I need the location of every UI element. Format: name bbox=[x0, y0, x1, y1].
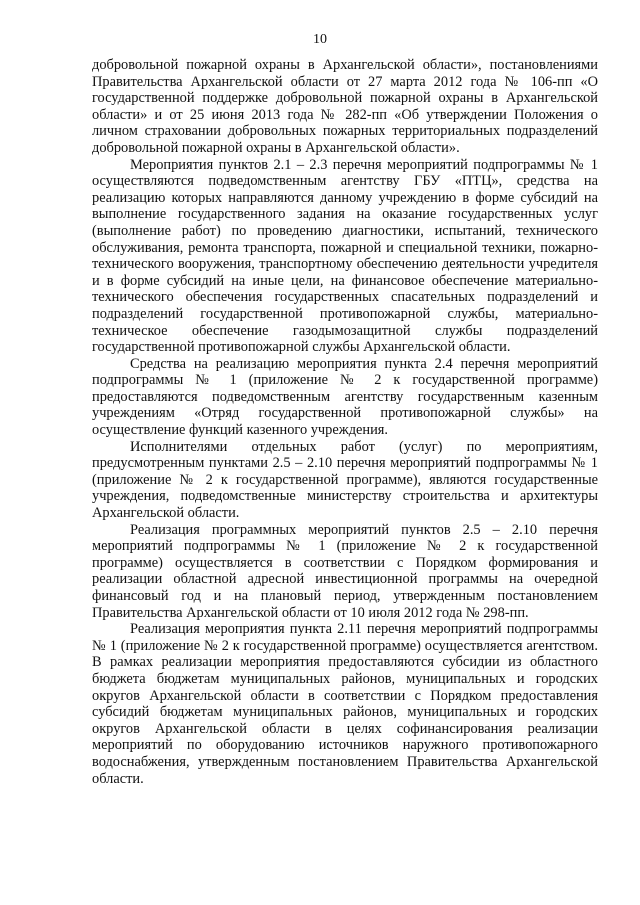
paragraph-measure-2-11: Реализация мероприятия пункта 2.11 перечня мероприятий подпрограммы № 1 (приложение № 2 к государственной программе) осуществляется агентством. В рамках реализации мероприятия предоставляются субсидии из областного бюджета бюджетам муниципальных районов, муниципальных и городских округов Архангельской области в соответствии с Порядком предоставления субсидий бюджетам муниципальных районов, муниципальных и городских округов Архангельской области в целях софинансирования реализации мероприятий по оборудованию источников наружного противопожарного водоснабжения, утвержденным постановлением Правительства Архангельской области. bbox=[92, 621, 598, 787]
document-body bbox=[92, 57, 598, 787]
paragraph-executors-2-5-2-10: Исполнителями отдельных работ (услуг) по мероприятиям, предусмотренным пунктами 2.5 – 2.10 перечня мероприятий подпрограммы № 1 (приложение № 2 к государственной программе), являются государственные учреждения, подведомственные министерству строительства и архитектуры Архангельской области. bbox=[92, 438, 598, 522]
paragraph-measure-2-4: Средства на реализацию мероприятия пункта 2.4 перечня мероприятий подпрограммы № 1 (приложение № 2 к государственной программе) предоставляются подведомственным агентству государственным казенным учреждениям «Отряд государственной противопожарной службы» на осуществление функций казенного учреждения. bbox=[92, 355, 598, 439]
page-number: 10 bbox=[313, 32, 327, 47]
paragraph-implementation-2-5-2-10: Реализация программных мероприятий пунктов 2.5 – 2.10 перечня мероприятий подпрограммы № 1 (приложение № 2 к государственной программе) осуществляется в соответствии с Порядком формирования и реализации областной адресной инвестиционной программы на очередной финансовый год и на плановый период, утвержденным постановлением Правительства Архангельской области от 10 июля 2012 года № 298-пп. bbox=[92, 521, 598, 621]
paragraph-measures-2-1-2-3: Мероприятия пунктов 2.1 – 2.3 перечня мероприятий подпрограммы № 1 осуществляются подведомственным агентству ГБУ «ПТЦ», средства на реализацию которых направляются данному учреждению в форме субсидий на выполнение государственного задания на оказание государственных услуг (выполнение работ) по проведению диагностики, испытаний, технического обслуживания, ремонта транспорта, пожарной и специальной техники, пожарно-технического вооружения, транспортному обеспечению деятельности учредителя и в форме субсидий на иные цели, на финансовое обеспечение материально-технического обеспечения государственных спасательных подразделений и подразделений государственной противопожарной службы, материально-техническое обеспечение газодымозащитной службы подразделений государственной противопожарной службы Архангельской области. bbox=[92, 156, 598, 356]
paragraph-continuation: добровольной пожарной охраны в Архангельской области», постановлениями Правительства Архангельской области от 27 марта 2012 года № 106-пп «О государственной поддержке добровольной пожарной охраны в Архангельской области» и от 25 июня 2013 года № 282-пп «Об утверждении Положения о личном страховании добровольных пожарных территориальных подразделений добровольной пожарной охраны в Архангельской области». bbox=[92, 57, 598, 156]
